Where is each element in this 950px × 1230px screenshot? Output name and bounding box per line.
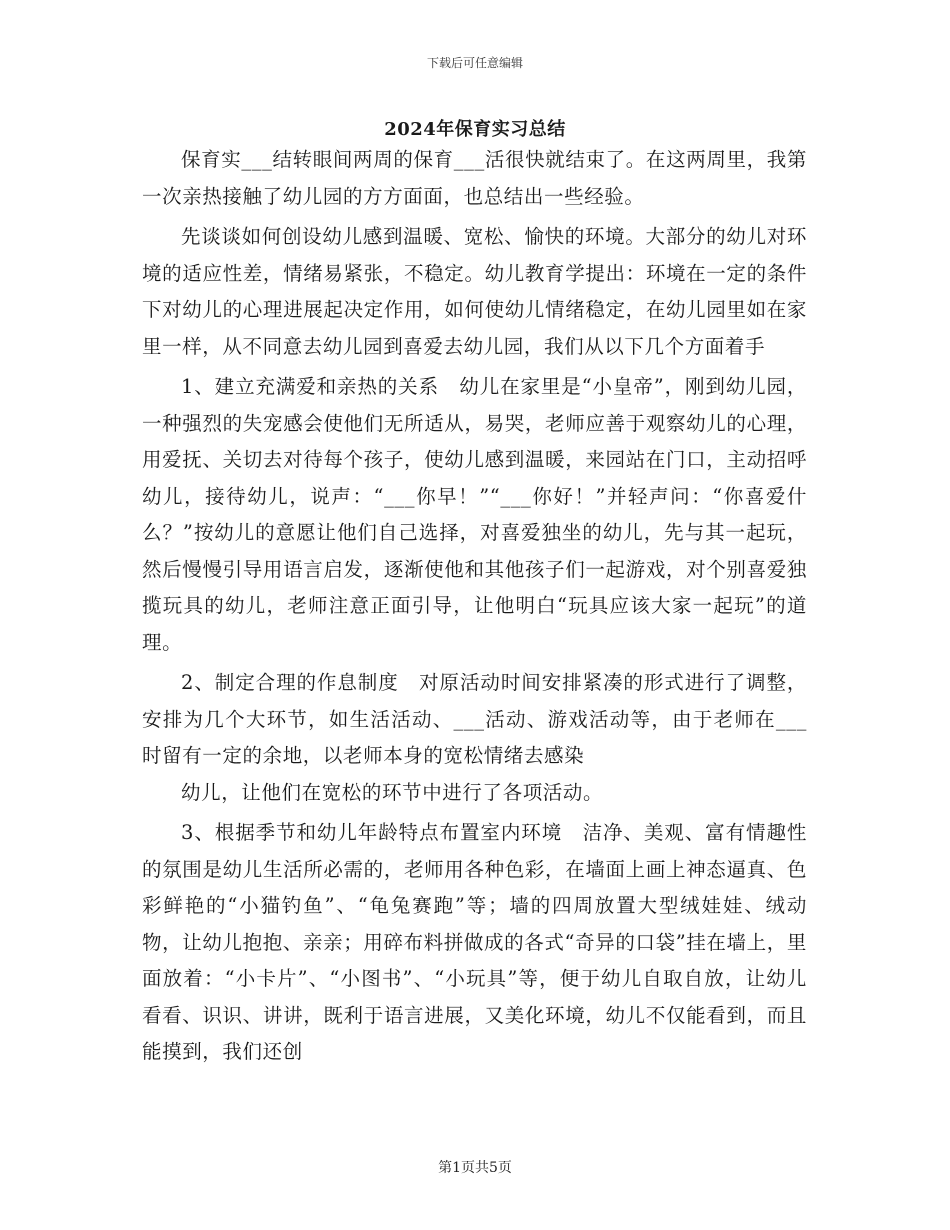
paragraph-point-3: 3、根据季节和幼儿年龄特点布置室内环境 洁净、美观、富有情趣性的氛围是幼儿生活所必需的，老师用各种色彩，在墙面上画上神态逼真、色彩鲜艳的“小猫钓鱼”、“龟兔赛跑”等；墙的四周放置大型绒娃娃、绒动物，让幼儿抱抱、亲亲；用碎布料拼做成的各式“奇异的口袋”挂在墙上，里面放着：“小卡片”、“小图书”、“小玩具”等，便于幼儿自取自放，让幼儿看看、识识、讲讲，既利于语言进展，又美化环境，幼儿不仅能看到，而且能摸到，我们还创	[142, 821, 807, 1063]
paragraph-point-1: 1、建立充满爱和亲热的关系 幼儿在家里是“小皇帝”，刚到幼儿园，一种强烈的失宠感会使他们无所适从，易哭，老师应善于观察幼儿的心理，用爱抚、关切去对待每个孩子，使幼儿感到温暖，来园站在门口，主动招呼幼儿，接待幼儿，说声：“___你早！”“___你好！”并轻声问：“你喜爱什么？”按幼儿的意愿让他们自己选择，对喜爱独坐的幼儿，先与其一起玩，然后慢慢引导用语言启发，逐渐使他和其他孩子们一起游戏，对个别喜爱独揽玩具的幼儿，老师注意正面引导，让他明白“玩具应该大家一起玩”的道理。	[142, 375, 807, 654]
page-header-note: 下载后可任意编辑	[426, 56, 523, 70]
document-body	[142, 142, 807, 1071]
page-number: 第1页共5页	[438, 1160, 512, 1176]
paragraph-environment: 先谈谈如何创设幼儿感到温暖、宽松、愉快的环境。大部分的幼儿对环境的适应性差，情绪易紧张，不稳定。幼儿教育学提出：环境在一定的条件下对幼儿的心理进展起决定作用，如何使幼儿情绪稳定，在幼儿园里如在家里一样，从不同意去幼儿园到喜爱去幼儿园，我们从以下几个方面着手	[142, 225, 807, 358]
paragraph-point-2-continued: 幼儿，让他们在宽松的环节中进行了各项活动。	[181, 780, 604, 804]
paragraph-point-2: 2、制定合理的作息制度 对原活动时间安排紧凑的形式进行了调整，安排为几个大环节，如生活活动、___活动、游戏活动等，由于老师在___时留有一定的余地，以老师本身的宽松情绪去感染	[142, 671, 807, 767]
document-title: 2024年保育实习总结	[384, 119, 566, 140]
paragraph-intro: 保育实___结转眼间两周的保育___活很快就结束了。在这两周里，我第一次亲热接触了幼儿园的方方面面，也总结出一些经验。	[142, 148, 807, 208]
